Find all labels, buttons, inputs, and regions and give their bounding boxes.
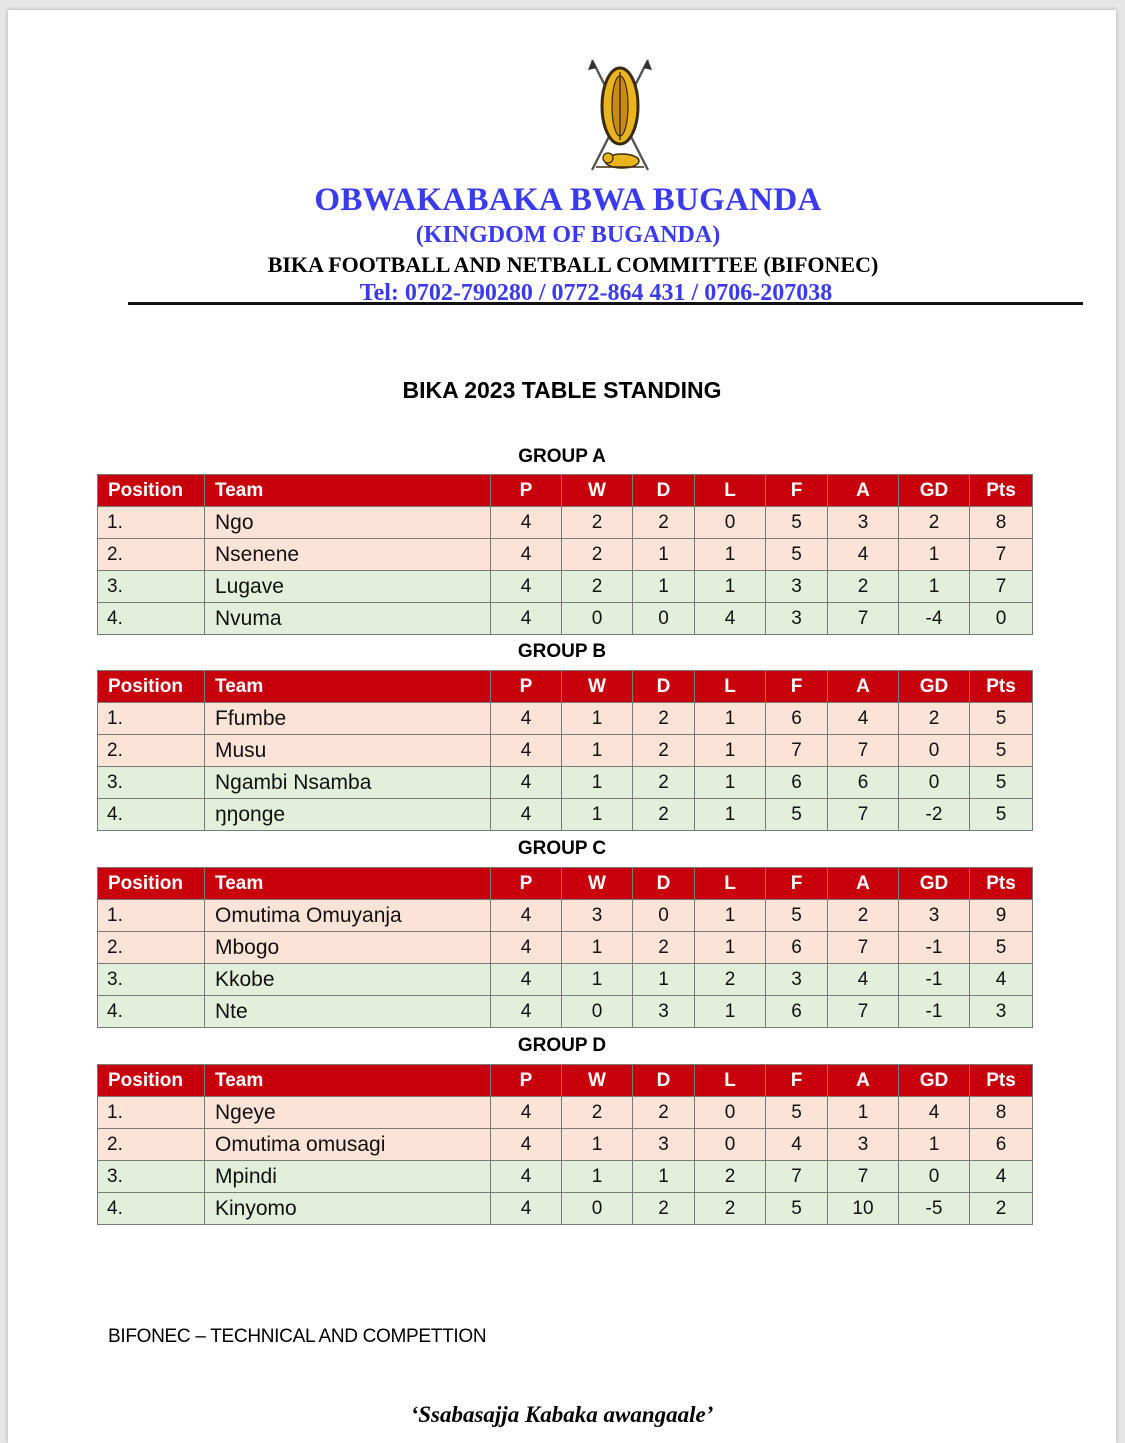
cell-lost: 0 <box>695 507 766 539</box>
cell-goal-difference: 0 <box>899 735 970 767</box>
cell-against: 1 <box>828 1097 899 1129</box>
cell-position: 2. <box>98 1129 205 1161</box>
cell-points: 3 <box>970 996 1033 1028</box>
cell-lost: 1 <box>695 703 766 735</box>
cell-position: 3. <box>98 571 205 603</box>
column-header-won: W <box>562 1065 633 1097</box>
cell-drawn: 2 <box>633 932 695 964</box>
cell-lost: 4 <box>695 603 766 635</box>
cell-points: 5 <box>970 932 1033 964</box>
cell-won: 0 <box>562 603 633 635</box>
cell-against: 4 <box>828 539 899 571</box>
column-header-drawn: D <box>633 1065 695 1097</box>
cell-points: 2 <box>970 1193 1033 1225</box>
cell-position: 2. <box>98 539 205 571</box>
cell-drawn: 1 <box>633 964 695 996</box>
cell-points: 7 <box>970 571 1033 603</box>
column-header-played: P <box>491 1065 562 1097</box>
cell-drawn: 2 <box>633 1193 695 1225</box>
cell-goal-difference: 2 <box>899 703 970 735</box>
table-row <box>98 703 1033 735</box>
cell-for: 3 <box>766 964 828 996</box>
cell-for: 6 <box>766 996 828 1028</box>
cell-against: 7 <box>828 996 899 1028</box>
cell-for: 3 <box>766 571 828 603</box>
cell-team: Omutima omusagi <box>205 1129 491 1161</box>
cell-drawn: 1 <box>633 539 695 571</box>
column-header-goal-difference: GD <box>899 1065 970 1097</box>
column-header-played: P <box>491 868 562 900</box>
cell-played: 4 <box>491 571 562 603</box>
cell-position: 4. <box>98 1193 205 1225</box>
cell-drawn: 2 <box>633 735 695 767</box>
header-divider <box>128 302 1083 305</box>
cell-position: 4. <box>98 799 205 831</box>
cell-lost: 1 <box>695 539 766 571</box>
column-header-drawn: D <box>633 475 695 507</box>
cell-position: 1. <box>98 703 205 735</box>
cell-goal-difference: -1 <box>899 996 970 1028</box>
cell-drawn: 0 <box>633 900 695 932</box>
cell-for: 3 <box>766 603 828 635</box>
column-header-played: P <box>491 671 562 703</box>
document-page <box>8 10 1116 1443</box>
cell-position: 2. <box>98 735 205 767</box>
cell-won: 1 <box>562 1129 633 1161</box>
cell-won: 1 <box>562 799 633 831</box>
table-row <box>98 964 1033 996</box>
cell-team: Omutima Omuyanja <box>205 900 491 932</box>
column-header-against: A <box>828 475 899 507</box>
cell-played: 4 <box>491 799 562 831</box>
cell-for: 5 <box>766 799 828 831</box>
cell-position: 3. <box>98 767 205 799</box>
cell-lost: 1 <box>695 900 766 932</box>
footer-department: BIFONEC – TECHNICAL AND COMPETTION <box>108 1326 487 1347</box>
cell-played: 4 <box>491 603 562 635</box>
cell-goal-difference: -1 <box>899 964 970 996</box>
cell-goal-difference: 1 <box>899 1129 970 1161</box>
standings-table <box>97 867 1033 1028</box>
cell-lost: 1 <box>695 571 766 603</box>
cell-goal-difference: 4 <box>899 1097 970 1129</box>
cell-drawn: 1 <box>633 1161 695 1193</box>
column-header-team: Team <box>205 671 491 703</box>
cell-played: 4 <box>491 900 562 932</box>
cell-team: Ngambi Nsamba <box>205 767 491 799</box>
cell-position: 4. <box>98 996 205 1028</box>
column-header-lost: L <box>695 1065 766 1097</box>
cell-against: 4 <box>828 964 899 996</box>
table-row <box>98 932 1033 964</box>
cell-won: 1 <box>562 932 633 964</box>
cell-played: 4 <box>491 1193 562 1225</box>
cell-played: 4 <box>491 507 562 539</box>
cell-points: 7 <box>970 539 1033 571</box>
cell-drawn: 2 <box>633 703 695 735</box>
cell-against: 10 <box>828 1193 899 1225</box>
cell-lost: 1 <box>695 996 766 1028</box>
cell-won: 0 <box>562 1193 633 1225</box>
cell-position: 3. <box>98 964 205 996</box>
cell-drawn: 3 <box>633 996 695 1028</box>
column-header-position: Position <box>98 475 205 507</box>
cell-against: 2 <box>828 900 899 932</box>
cell-goal-difference: 3 <box>899 900 970 932</box>
cell-position: 3. <box>98 1161 205 1193</box>
cell-won: 2 <box>562 507 633 539</box>
cell-team: Nsenene <box>205 539 491 571</box>
column-header-lost: L <box>695 868 766 900</box>
cell-lost: 1 <box>695 735 766 767</box>
cell-against: 7 <box>828 932 899 964</box>
kingdom-title: OBWAKABAKA BWA BUGANDA <box>314 182 822 218</box>
cell-team: Mbogo <box>205 932 491 964</box>
cell-for: 4 <box>766 1129 828 1161</box>
cell-goal-difference: -2 <box>899 799 970 831</box>
cell-against: 7 <box>828 603 899 635</box>
cell-drawn: 0 <box>633 603 695 635</box>
cell-points: 9 <box>970 900 1033 932</box>
cell-lost: 0 <box>695 1097 766 1129</box>
column-header-goal-difference: GD <box>899 671 970 703</box>
cell-for: 5 <box>766 1193 828 1225</box>
footer-motto: ‘Ssabasajja Kabaka awangaale’ <box>410 1402 714 1427</box>
cell-team: Musu <box>205 735 491 767</box>
cell-lost: 2 <box>695 1161 766 1193</box>
document-title: BIKA 2023 TABLE STANDING <box>402 377 722 403</box>
column-header-against: A <box>828 1065 899 1097</box>
cell-position: 1. <box>98 900 205 932</box>
cell-goal-difference: 1 <box>899 539 970 571</box>
cell-team: Nvuma <box>205 603 491 635</box>
table-row <box>98 1193 1033 1225</box>
table-row <box>98 507 1033 539</box>
cell-played: 4 <box>491 996 562 1028</box>
table-row <box>98 735 1033 767</box>
cell-for: 6 <box>766 767 828 799</box>
cell-played: 4 <box>491 539 562 571</box>
table-header-row <box>98 475 1033 507</box>
cell-drawn: 2 <box>633 799 695 831</box>
column-header-points: Pts <box>970 671 1033 703</box>
standings-table <box>97 670 1033 831</box>
cell-team: Nte <box>205 996 491 1028</box>
cell-for: 6 <box>766 703 828 735</box>
table-row <box>98 799 1033 831</box>
cell-played: 4 <box>491 735 562 767</box>
cell-position: 4. <box>98 603 205 635</box>
cell-points: 5 <box>970 767 1033 799</box>
column-header-team: Team <box>205 1065 491 1097</box>
cell-points: 8 <box>970 507 1033 539</box>
cell-won: 2 <box>562 1097 633 1129</box>
table-row <box>98 539 1033 571</box>
column-header-won: W <box>562 671 633 703</box>
cell-goal-difference: -4 <box>899 603 970 635</box>
cell-against: 3 <box>828 507 899 539</box>
table-row <box>98 603 1033 635</box>
column-header-position: Position <box>98 868 205 900</box>
cell-won: 1 <box>562 767 633 799</box>
cell-for: 7 <box>766 735 828 767</box>
cell-against: 6 <box>828 767 899 799</box>
cell-played: 4 <box>491 964 562 996</box>
cell-goal-difference: 1 <box>899 571 970 603</box>
column-header-goal-difference: GD <box>899 475 970 507</box>
column-header-lost: L <box>695 475 766 507</box>
cell-played: 4 <box>491 767 562 799</box>
column-header-points: Pts <box>970 1065 1033 1097</box>
cell-lost: 1 <box>695 932 766 964</box>
cell-drawn: 2 <box>633 767 695 799</box>
cell-points: 6 <box>970 1129 1033 1161</box>
table-row <box>98 1097 1033 1129</box>
cell-for: 5 <box>766 539 828 571</box>
cell-won: 0 <box>562 996 633 1028</box>
column-header-played: P <box>491 475 562 507</box>
table-row <box>98 996 1033 1028</box>
cell-played: 4 <box>491 703 562 735</box>
column-header-team: Team <box>205 868 491 900</box>
cell-against: 7 <box>828 799 899 831</box>
table-header-row <box>98 1065 1033 1097</box>
cell-drawn: 2 <box>633 1097 695 1129</box>
standings-table <box>97 1064 1033 1225</box>
cell-lost: 2 <box>695 964 766 996</box>
column-header-against: A <box>828 868 899 900</box>
cell-won: 1 <box>562 1161 633 1193</box>
cell-played: 4 <box>491 1097 562 1129</box>
table-row <box>98 571 1033 603</box>
cell-lost: 0 <box>695 1129 766 1161</box>
cell-team: ŋŋonge <box>205 799 491 831</box>
cell-points: 4 <box>970 1161 1033 1193</box>
cell-team: Kinyomo <box>205 1193 491 1225</box>
cell-for: 7 <box>766 1161 828 1193</box>
cell-against: 2 <box>828 571 899 603</box>
cell-lost: 1 <box>695 767 766 799</box>
cell-team: Ngo <box>205 507 491 539</box>
table-row <box>98 1129 1033 1161</box>
table-header-row <box>98 671 1033 703</box>
column-header-for: F <box>766 475 828 507</box>
cell-points: 4 <box>970 964 1033 996</box>
cell-team: Ffumbe <box>205 703 491 735</box>
group-label: GROUP D <box>517 1035 607 1056</box>
group-label: GROUP C <box>517 838 607 859</box>
column-header-for: F <box>766 671 828 703</box>
cell-position: 2. <box>98 932 205 964</box>
cell-played: 4 <box>491 1161 562 1193</box>
cell-for: 5 <box>766 900 828 932</box>
cell-team: Kkobe <box>205 964 491 996</box>
column-header-lost: L <box>695 671 766 703</box>
cell-goal-difference: 0 <box>899 767 970 799</box>
buganda-emblem-icon <box>586 58 654 174</box>
cell-drawn: 1 <box>633 571 695 603</box>
cell-won: 1 <box>562 735 633 767</box>
table-row <box>98 767 1033 799</box>
cell-played: 4 <box>491 932 562 964</box>
column-header-won: W <box>562 475 633 507</box>
cell-points: 0 <box>970 603 1033 635</box>
cell-goal-difference: 2 <box>899 507 970 539</box>
column-header-for: F <box>766 868 828 900</box>
column-header-position: Position <box>98 671 205 703</box>
cell-team: Lugave <box>205 571 491 603</box>
column-header-against: A <box>828 671 899 703</box>
cell-against: 7 <box>828 1161 899 1193</box>
cell-team: Ngeye <box>205 1097 491 1129</box>
cell-points: 8 <box>970 1097 1033 1129</box>
cell-played: 4 <box>491 1129 562 1161</box>
table-row <box>98 1161 1033 1193</box>
cell-won: 1 <box>562 703 633 735</box>
cell-goal-difference: -5 <box>899 1193 970 1225</box>
standings-table <box>97 474 1033 635</box>
telephone-line: Tel: 0702-790280 / 0772-864 431 / 0706-207038 <box>359 280 833 306</box>
column-header-drawn: D <box>633 671 695 703</box>
group-label: GROUP B <box>517 641 607 662</box>
column-header-for: F <box>766 1065 828 1097</box>
cell-won: 2 <box>562 539 633 571</box>
committee-name: BIKA FOOTBALL AND NETBALL COMMITTEE (BIFONEC) <box>267 252 879 277</box>
cell-won: 1 <box>562 964 633 996</box>
column-header-drawn: D <box>633 868 695 900</box>
table-row <box>98 900 1033 932</box>
cell-points: 5 <box>970 703 1033 735</box>
column-header-position: Position <box>98 1065 205 1097</box>
table-header-row <box>98 868 1033 900</box>
cell-for: 5 <box>766 507 828 539</box>
cell-drawn: 2 <box>633 507 695 539</box>
column-header-points: Pts <box>970 868 1033 900</box>
cell-won: 3 <box>562 900 633 932</box>
cell-points: 5 <box>970 735 1033 767</box>
cell-drawn: 3 <box>633 1129 695 1161</box>
cell-team: Mpindi <box>205 1161 491 1193</box>
group-label: GROUP A <box>518 446 606 467</box>
column-header-team: Team <box>205 475 491 507</box>
cell-position: 1. <box>98 507 205 539</box>
cell-goal-difference: -1 <box>899 932 970 964</box>
cell-lost: 2 <box>695 1193 766 1225</box>
column-header-points: Pts <box>970 475 1033 507</box>
cell-for: 6 <box>766 932 828 964</box>
column-header-won: W <box>562 868 633 900</box>
cell-points: 5 <box>970 799 1033 831</box>
cell-lost: 1 <box>695 799 766 831</box>
kingdom-subtitle: (KINGDOM OF BUGANDA) <box>415 222 721 248</box>
cell-position: 1. <box>98 1097 205 1129</box>
cell-goal-difference: 0 <box>899 1161 970 1193</box>
cell-against: 4 <box>828 703 899 735</box>
cell-against: 3 <box>828 1129 899 1161</box>
cell-for: 5 <box>766 1097 828 1129</box>
column-header-goal-difference: GD <box>899 868 970 900</box>
cell-won: 2 <box>562 571 633 603</box>
cell-against: 7 <box>828 735 899 767</box>
